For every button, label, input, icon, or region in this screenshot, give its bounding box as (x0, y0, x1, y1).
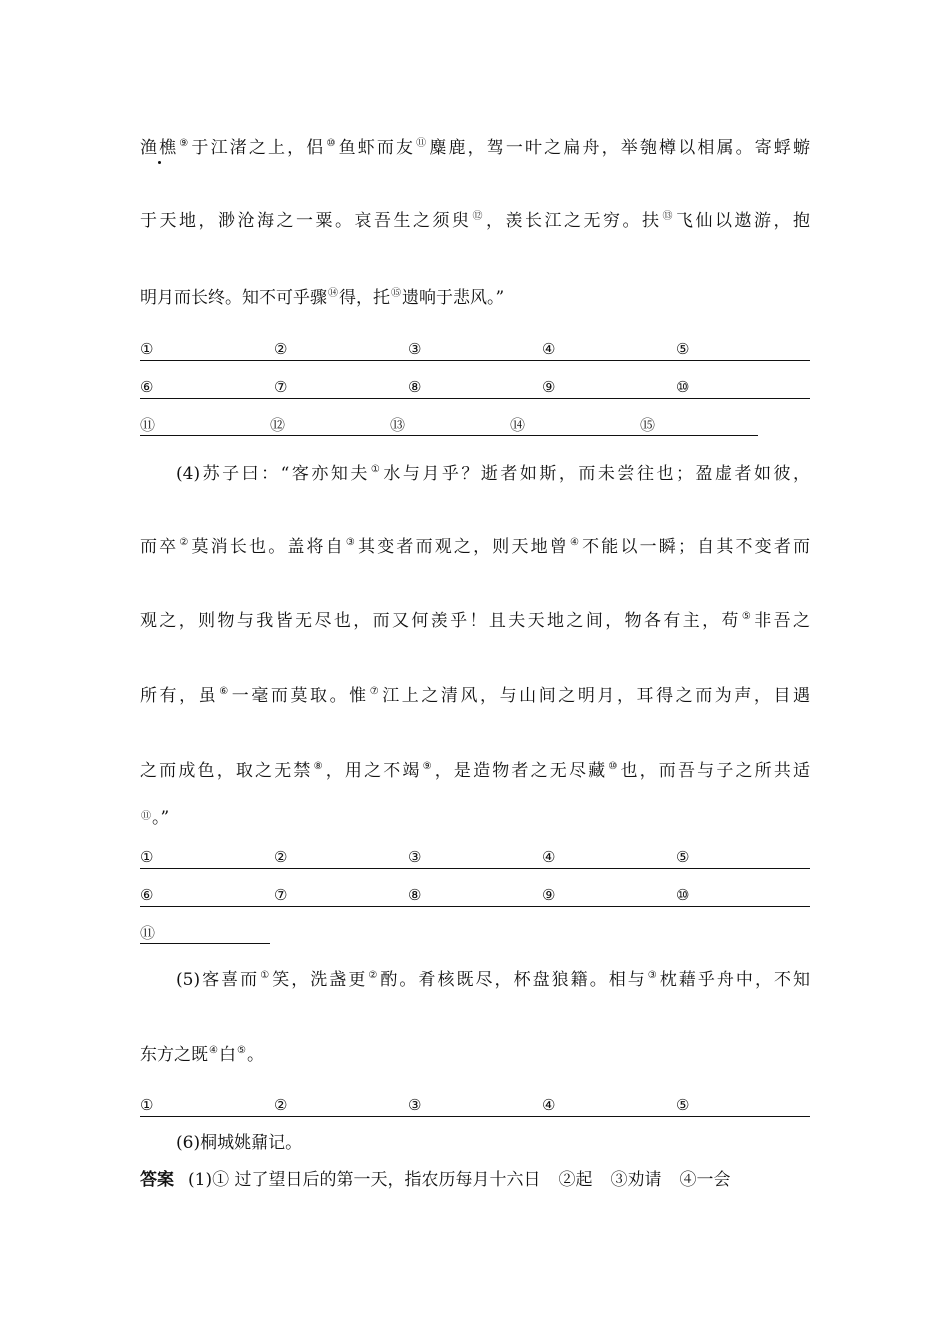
text: 酌。肴核既尽，杯盘狼籍。相与 (380, 970, 647, 990)
text: 渔樵 (140, 138, 179, 158)
answer-item: ④一会 (679, 1170, 731, 1190)
answer-blank[interactable]: ⑦ (274, 886, 288, 904)
text: 飞仙以遨游，抱 (676, 211, 810, 231)
footnote-mark: ③ (647, 970, 659, 981)
text: ，用之不竭 (325, 761, 422, 781)
answer-blank[interactable]: ① (140, 340, 154, 358)
text: 明月而长终。知不可乎骤 (140, 288, 327, 308)
answer-blank[interactable]: ① (140, 848, 154, 866)
answer-item: (1)① 过了望日后的第一天，指农历每月十六日 (188, 1170, 541, 1190)
answer-blank[interactable]: ② (274, 1096, 288, 1114)
text-line (140, 209, 810, 236)
answer-blank[interactable]: ⑤ (676, 340, 690, 358)
text-line: (6)桐城姚鼐记。 (176, 1133, 303, 1153)
answer-blank[interactable]: ⑤ (676, 848, 690, 866)
answer-blank[interactable]: ⑨ (542, 886, 556, 904)
footnote-mark: ① (370, 464, 383, 475)
footnote-mark: ④ (209, 1045, 218, 1056)
footnote-mark: ② (368, 970, 380, 981)
answer-blank[interactable]: ② (274, 340, 288, 358)
text: 观之，则物与我皆无尽也，而又何羡乎！且夫天地之间，物各有主，苟 (140, 611, 741, 631)
text: 于江渚之上，侣 (191, 138, 326, 158)
answer-blank[interactable]: ② (274, 848, 288, 866)
answer-blanks-row (140, 884, 810, 907)
text-line (140, 535, 810, 562)
footnote-mark: ⑮ (391, 288, 401, 299)
footnote-mark: ⑧ (313, 761, 325, 772)
answer-blank[interactable]: ⑤ (676, 1096, 690, 1114)
text: 非吾之 (754, 611, 811, 631)
answer-blank[interactable]: ① (140, 1096, 154, 1114)
text-line (140, 609, 810, 636)
text: 枕藉乎舟中，不知 (659, 970, 811, 990)
answer-blanks-row (140, 1094, 810, 1117)
answer-blank[interactable]: ⑮ (640, 414, 758, 436)
footnote-mark: ⑥ (219, 686, 231, 697)
answer-blank[interactable]: ④ (542, 340, 556, 358)
text: 东方之既 (140, 1045, 208, 1065)
answer-blank[interactable]: ⑩ (676, 886, 690, 904)
text: 其变者而观之，则天地曾 (358, 537, 569, 557)
text-line (140, 759, 810, 786)
text: 麋鹿，驾一叶之扁舟，举匏樽以相属。寄蜉蝣 (429, 138, 811, 158)
footnote-mark: ⑨ (179, 138, 191, 149)
answer-blank[interactable]: ⑧ (408, 886, 422, 904)
footnote-mark: ③ (345, 537, 358, 548)
answer-blank[interactable]: ⑬ (390, 414, 510, 436)
footnote-mark: ⑬ (662, 211, 675, 222)
footnote-mark: ⑪ (141, 811, 151, 822)
text: 之而成色，取之无禁 (140, 761, 313, 781)
answer-blank[interactable]: ③ (408, 1096, 422, 1114)
answer-blank[interactable]: ⑫ (270, 414, 390, 436)
footnote-mark: ⑭ (328, 288, 338, 299)
text: 一毫而莫取。惟 (231, 686, 369, 706)
answer-blank[interactable]: ⑥ (140, 378, 154, 396)
text: 遗响于悲风。” (402, 288, 505, 308)
text-line (176, 462, 810, 489)
footnote-mark: ⑤ (236, 1045, 246, 1056)
text: 。” (152, 808, 170, 828)
text-line (140, 684, 810, 711)
answer-blank[interactable]: ③ (408, 848, 422, 866)
text: ，羡长江之无穷。扶 (486, 211, 662, 231)
text: 笑，洗盏更 (272, 970, 368, 990)
answer-blanks-row (140, 922, 810, 944)
answer-label: 答案 (140, 1170, 174, 1190)
footnote-mark: ① (260, 970, 272, 981)
text: 白 (218, 1045, 236, 1065)
text: 江上之清风，与山间之明月，耳得之而为声，目遇 (382, 686, 811, 706)
answer-item: ③劝请 (610, 1170, 662, 1190)
answer-blank[interactable]: ⑧ (408, 378, 422, 396)
text: (5)客喜而 (176, 970, 260, 990)
answer-blank[interactable]: ⑩ (676, 378, 690, 396)
footnote-mark: ⑨ (422, 761, 434, 772)
footnote-mark: ⑪ (416, 138, 429, 149)
answer-blank[interactable]: ⑥ (140, 886, 154, 904)
text: 而卒 (140, 537, 179, 557)
answer-blank[interactable]: ④ (542, 848, 556, 866)
answer-item: ②起 (558, 1170, 593, 1190)
answer-blanks-row (140, 846, 810, 869)
answer-blanks-row (140, 414, 810, 436)
text: 得，托 (339, 288, 390, 308)
footnote-mark: ⑩ (326, 138, 338, 149)
text-line (140, 286, 810, 313)
answer-blank[interactable]: ⑭ (510, 414, 640, 436)
text-line (140, 1043, 810, 1070)
text: 水与月乎？逝者如斯，而未尝往也；盈虚者如彼， (383, 464, 811, 484)
footnote-mark: ④ (569, 537, 582, 548)
text-line (140, 136, 810, 163)
text: 所有，虽 (140, 686, 219, 706)
answer-blank[interactable]: ③ (408, 340, 422, 358)
answer-blanks-row (140, 376, 810, 399)
text: 也，而吾与子之所共适 (620, 761, 811, 781)
answer-line (140, 1168, 810, 1192)
answer-blank[interactable]: ④ (542, 1096, 556, 1114)
answer-blanks-row (140, 338, 810, 361)
text-line (140, 806, 810, 833)
answer-blank[interactable]: ⑪ (140, 414, 270, 436)
footnote-mark: ② (179, 537, 191, 548)
answer-blank[interactable]: ⑦ (274, 378, 288, 396)
footnote-mark: ⑤ (741, 611, 754, 622)
footnote-mark: ⑦ (369, 686, 382, 697)
text: (4)苏子曰：“客亦知夫 (176, 464, 370, 484)
text: 莫消长也。盖将自 (191, 537, 345, 557)
text: 鱼虾而友 (338, 138, 416, 158)
text: 。 (246, 1045, 264, 1065)
footnote-mark: ⑩ (608, 761, 620, 772)
text-line (176, 968, 810, 995)
text: ，是造物者之无尽藏 (434, 761, 608, 781)
footnote-mark: ⑫ (472, 211, 485, 222)
text: 于天地，渺沧海之一粟。哀吾生之须臾 (140, 211, 472, 231)
text: 不能以一瞬；自其不变者而 (582, 537, 811, 557)
answer-blank[interactable]: ⑨ (542, 378, 556, 396)
answer-blank[interactable]: ⑪ (140, 922, 270, 944)
